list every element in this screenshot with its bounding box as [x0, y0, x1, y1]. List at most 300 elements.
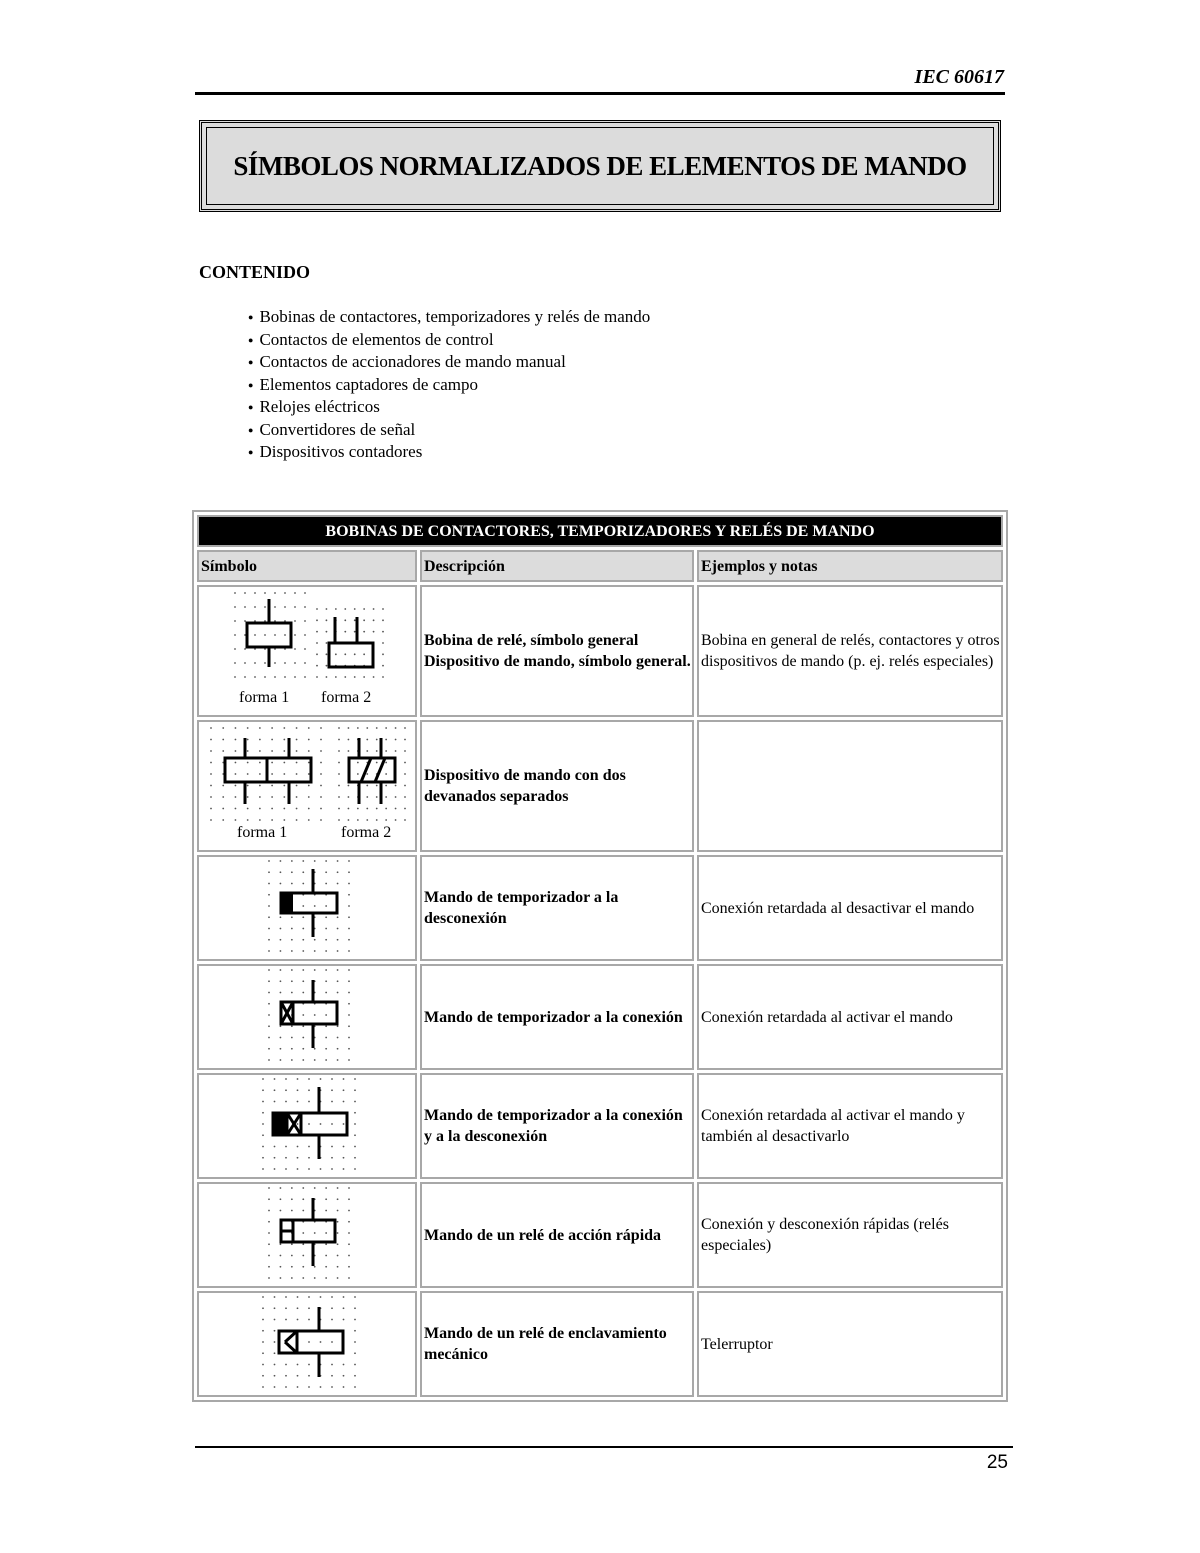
grid-dot [325, 950, 327, 952]
grid-dot [268, 1014, 270, 1016]
title-box [199, 120, 1001, 212]
grid-dot [268, 1198, 270, 1200]
grid-dot [385, 819, 387, 821]
grid-dot [308, 1375, 310, 1377]
grid-dot [274, 634, 276, 636]
grid-dot [302, 860, 304, 862]
grid-dot [308, 750, 310, 752]
grid-dot [354, 1307, 356, 1309]
grid-dot [291, 1025, 293, 1027]
grid-dot [385, 785, 387, 787]
grid-dot [297, 1319, 299, 1321]
grid-dot [354, 608, 356, 610]
grid-dot [302, 916, 304, 918]
grid-dot [285, 1319, 287, 1321]
grid-dot [304, 620, 306, 622]
grid-dot [302, 939, 304, 941]
grid-dot [376, 796, 378, 798]
grid-dot [338, 796, 340, 798]
grid-dot [285, 1146, 287, 1148]
grid-dot [302, 871, 304, 873]
grid-dot [385, 762, 387, 764]
grid-dot [382, 676, 384, 678]
table-row [197, 720, 1003, 852]
grid-dot [382, 608, 384, 610]
grid-dot [262, 1386, 264, 1388]
grid-dot [291, 1059, 293, 1061]
grid-dot [268, 1221, 270, 1223]
grid-dot [280, 939, 282, 941]
grid-dot [259, 796, 261, 798]
grid-dot [297, 1307, 299, 1309]
grid-dot [302, 1243, 304, 1245]
grid-dot [291, 928, 293, 930]
on-off-delay-timer-icon [199, 1075, 415, 1171]
grid-dot [357, 819, 359, 821]
grid-dot [376, 750, 378, 752]
grid-dot [210, 727, 212, 729]
grid-dot [302, 1048, 304, 1050]
grid-dot [354, 1386, 356, 1388]
grid-dot [285, 1375, 287, 1377]
grid-dot [343, 1375, 345, 1377]
grid-dot [348, 1255, 350, 1257]
grid-dot [268, 1277, 270, 1279]
list-item: ● Convertidores de señal [248, 419, 650, 442]
grid-dot [291, 871, 293, 873]
grid-dot [285, 1157, 287, 1159]
grid-dot [348, 785, 350, 787]
grid-dot [354, 1296, 356, 1298]
grid-dot [316, 676, 318, 678]
list-item: ● Dispositivos contadores [248, 441, 650, 464]
grid-dot [297, 1123, 299, 1125]
grid-dot [308, 1296, 310, 1298]
grid-dot [314, 1014, 316, 1016]
grid-dot [354, 1168, 356, 1170]
grid-dot [354, 1341, 356, 1343]
grid-dot [308, 739, 310, 741]
table-row [197, 1182, 1003, 1288]
grid-dot [354, 1123, 356, 1125]
grid-dot [344, 653, 346, 655]
grid-dot [274, 1386, 276, 1388]
grid-dot [235, 762, 237, 764]
grid-dot [338, 762, 340, 764]
grid-dot [314, 1232, 316, 1234]
grid-dot [259, 819, 261, 821]
grid-dot [264, 676, 266, 678]
grid-dot [348, 1243, 350, 1245]
grid-dot [331, 1078, 333, 1080]
grid-dot [348, 1198, 350, 1200]
grid-dot [348, 969, 350, 971]
grid-dot [280, 1266, 282, 1268]
grid-dot [244, 606, 246, 608]
grid-dot [234, 676, 236, 678]
grid-dot [382, 619, 384, 621]
grid-dot [271, 796, 273, 798]
grid-dot [244, 676, 246, 678]
grid-dot [308, 1319, 310, 1321]
grid-dot [280, 1277, 282, 1279]
grid-dot [268, 1243, 270, 1245]
grid-dot [291, 1198, 293, 1200]
grid-dot [314, 905, 316, 907]
grid-dot [316, 665, 318, 667]
grid-dot [316, 608, 318, 610]
grid-dot [268, 871, 270, 873]
grid-dot [291, 1187, 293, 1189]
grid-dot [314, 1187, 316, 1189]
grid-dot [325, 1243, 327, 1245]
grid-dot [320, 739, 322, 741]
grid-dot [274, 676, 276, 678]
grid-dot [338, 739, 340, 741]
grid-dot [373, 619, 375, 621]
grid-dot [304, 606, 306, 608]
grid-dot [404, 785, 406, 787]
grid-dot [348, 750, 350, 752]
grid-dot [325, 871, 327, 873]
notes-cell: Conexión retardada al activar el mando [697, 964, 1003, 1070]
grid-dot [274, 1352, 276, 1354]
grid-dot [337, 969, 339, 971]
grid-dot [354, 653, 356, 655]
grid-dot [285, 1296, 287, 1298]
grid-dot [343, 1364, 345, 1366]
grid-dot [222, 808, 224, 810]
grid-dot [348, 905, 350, 907]
grid-dot [337, 1232, 339, 1234]
grid-dot [331, 1168, 333, 1170]
grid-dot [343, 1307, 345, 1309]
grid-dot [274, 1330, 276, 1332]
grid-dot [296, 808, 298, 810]
grid-dot [294, 634, 296, 636]
grid-dot [268, 1059, 270, 1061]
grid-dot [247, 727, 249, 729]
grid-dot [268, 1187, 270, 1189]
grid-dot [210, 819, 212, 821]
grid-dot [280, 1255, 282, 1257]
grid-dot [348, 860, 350, 862]
contents-list [248, 306, 650, 464]
grid-dot [297, 1168, 299, 1170]
grid-dot [294, 620, 296, 622]
grid-dot [296, 785, 298, 787]
grid-dot [280, 860, 282, 862]
grid-dot [337, 1025, 339, 1027]
grid-dot [320, 1078, 322, 1080]
grid-dot [314, 1048, 316, 1050]
grid-dot [302, 1037, 304, 1039]
grid-dot [325, 969, 327, 971]
grid-dot [280, 950, 282, 952]
grid-dot [382, 653, 384, 655]
grid-dot [348, 1232, 350, 1234]
grid-dot [280, 969, 282, 971]
description-cell: Mando de temporizador a la conexión [420, 964, 694, 1070]
grid-dot [222, 819, 224, 821]
grid-dot [264, 662, 266, 664]
grid-dot [326, 676, 328, 678]
grid-dot [337, 871, 339, 873]
grid-dot [354, 1330, 356, 1332]
notes-cell: Conexión y desconexión rápidas (relés especiales) [697, 1182, 1003, 1288]
table-row [197, 964, 1003, 1070]
grid-dot [337, 992, 339, 994]
grid-dot [344, 619, 346, 621]
grid-dot [274, 1375, 276, 1377]
grid-dot [314, 939, 316, 941]
grid-dot [382, 665, 384, 667]
grid-dot [363, 653, 365, 655]
grid-dot [320, 750, 322, 752]
grid-dot [354, 1352, 356, 1354]
grid-dot [348, 796, 350, 798]
grid-dot [320, 1341, 322, 1343]
grid-dot [308, 785, 310, 787]
grid-dot [259, 762, 261, 764]
grid-dot [325, 992, 327, 994]
grid-dot [331, 1101, 333, 1103]
grid-dot [385, 739, 387, 741]
list-item: ● Elementos captadores de campo [248, 374, 650, 397]
grid-dot [320, 727, 322, 729]
grid-dot [314, 860, 316, 862]
grid-dot [366, 727, 368, 729]
grid-dot [344, 676, 346, 678]
grid-dot [235, 785, 237, 787]
grid-dot [325, 860, 327, 862]
grid-dot [348, 1221, 350, 1223]
notes-cell [697, 720, 1003, 852]
grid-dot [296, 762, 298, 764]
grid-dot [302, 1277, 304, 1279]
table-row [197, 1291, 1003, 1397]
grid-dot [308, 1168, 310, 1170]
grid-dot [308, 762, 310, 764]
grid-dot [314, 969, 316, 971]
grid-dot [376, 727, 378, 729]
description-cell: Mando de un relé de enclavamiento mecánico [420, 1291, 694, 1397]
grid-dot [348, 894, 350, 896]
grid-dot [331, 1364, 333, 1366]
grid-dot [363, 608, 365, 610]
grid-dot [344, 631, 346, 633]
header-rule [195, 92, 1005, 95]
grid-dot [316, 642, 318, 644]
standard-code: IEC 60617 [914, 66, 1004, 88]
grid-dot [326, 608, 328, 610]
grid-dot [404, 762, 406, 764]
grid-dot [348, 939, 350, 941]
grid-dot [235, 773, 237, 775]
grid-dot [296, 819, 298, 821]
grid-dot [325, 1025, 327, 1027]
grid-dot [308, 796, 310, 798]
grid-dot [274, 1364, 276, 1366]
grid-dot [283, 727, 285, 729]
relay-coil-symbol-icon [199, 587, 415, 709]
grid-dot [235, 739, 237, 741]
grid-dot [296, 796, 298, 798]
grid-dot [274, 1078, 276, 1080]
grid-dot [294, 648, 296, 650]
symbol-cell [197, 1182, 417, 1288]
grid-dot [404, 796, 406, 798]
grid-dot [285, 1364, 287, 1366]
grid-dot [302, 1187, 304, 1189]
grid-dot [343, 1296, 345, 1298]
grid-dot [395, 819, 397, 821]
grid-dot [268, 1048, 270, 1050]
grid-dot [291, 1037, 293, 1039]
grid-dot [271, 808, 273, 810]
grid-dot [325, 1255, 327, 1257]
grid-dot [325, 1187, 327, 1189]
grid-dot [354, 1089, 356, 1091]
grid-dot [348, 727, 350, 729]
grid-dot [331, 1123, 333, 1125]
grid-dot [285, 1386, 287, 1388]
grid-dot [308, 1341, 310, 1343]
grid-dot [222, 750, 224, 752]
grid-dot [325, 980, 327, 982]
grid-dot [302, 1014, 304, 1016]
grid-dot [247, 773, 249, 775]
grid-dot [291, 1210, 293, 1212]
grid-dot [320, 819, 322, 821]
grid-dot [291, 939, 293, 941]
grid-dot [271, 785, 273, 787]
grid-dot [376, 819, 378, 821]
grid-dot [357, 808, 359, 810]
grid-dot [366, 750, 368, 752]
caption-forma-1: forma 1 [237, 824, 288, 841]
grid-dot [210, 773, 212, 775]
grid-dot [262, 1134, 264, 1136]
grid-dot [376, 785, 378, 787]
grid-dot [326, 642, 328, 644]
grid-dot [354, 631, 356, 633]
grid-dot [348, 928, 350, 930]
grid-dot [268, 969, 270, 971]
grid-dot [325, 905, 327, 907]
grid-dot [291, 1048, 293, 1050]
grid-dot [320, 1386, 322, 1388]
grid-dot [262, 1089, 264, 1091]
grid-dot [304, 662, 306, 664]
grid-dot [337, 1198, 339, 1200]
notes-cell: Conexión retardada al activar el mando y también al desactivarlo [697, 1073, 1003, 1179]
grid-dot [268, 928, 270, 930]
grid-dot [234, 606, 236, 608]
grid-dot [320, 808, 322, 810]
grid-dot [280, 1198, 282, 1200]
column-header-symbol: Símbolo [197, 550, 417, 582]
grid-dot [262, 1146, 264, 1148]
grid-dot [302, 969, 304, 971]
symbol-cell [197, 720, 417, 852]
grid-dot [285, 1078, 287, 1080]
grid-dot [268, 980, 270, 982]
grid-dot [297, 1375, 299, 1377]
grid-dot [254, 592, 256, 594]
grid-dot [316, 619, 318, 621]
grid-dot [385, 773, 387, 775]
grid-dot [308, 1386, 310, 1388]
grid-dot [325, 1037, 327, 1039]
grid-dot [297, 1146, 299, 1148]
grid-dot [294, 662, 296, 664]
grid-dot [291, 1277, 293, 1279]
grid-dot [354, 1101, 356, 1103]
grid-dot [385, 750, 387, 752]
grid-dot [280, 1059, 282, 1061]
grid-dot [234, 592, 236, 594]
grid-dot [308, 727, 310, 729]
grid-dot [357, 762, 359, 764]
grid-dot [274, 1157, 276, 1159]
grid-dot [302, 950, 304, 952]
grid-dot [314, 950, 316, 952]
grid-dot [395, 750, 397, 752]
grid-dot [366, 796, 368, 798]
grid-dot [280, 916, 282, 918]
grid-dot [280, 883, 282, 885]
grid-dot [274, 1307, 276, 1309]
table-row [197, 855, 1003, 961]
grid-dot [320, 1168, 322, 1170]
grid-dot [343, 1319, 345, 1321]
grid-dot [373, 676, 375, 678]
grid-dot [302, 1255, 304, 1257]
grid-dot [363, 619, 365, 621]
grid-dot [284, 606, 286, 608]
grid-dot [308, 1364, 310, 1366]
grid-dot [234, 620, 236, 622]
grid-dot [291, 916, 293, 918]
grid-dot [262, 1078, 264, 1080]
caption-forma-2: forma 2 [341, 824, 392, 841]
grid-dot [326, 631, 328, 633]
grid-dot [354, 1157, 356, 1159]
grid-dot [331, 1341, 333, 1343]
grid-dot [291, 1266, 293, 1268]
grid-dot [291, 1255, 293, 1257]
notes-cell: Telerruptor [697, 1291, 1003, 1397]
grid-dot [320, 796, 322, 798]
grid-dot [325, 1232, 327, 1234]
grid-dot [363, 631, 365, 633]
grid-dot [337, 1187, 339, 1189]
grid-dot [283, 739, 285, 741]
grid-dot [376, 762, 378, 764]
grid-dot [366, 785, 368, 787]
grid-dot [331, 1157, 333, 1159]
grid-dot [222, 739, 224, 741]
grid-dot [337, 860, 339, 862]
table-title: BOBINAS DE CONTACTORES, TEMPORIZADORES Y RELÉS DE MANDO [197, 515, 1003, 547]
grid-dot [343, 1078, 345, 1080]
grid-dot [325, 928, 327, 930]
grid-dot [234, 648, 236, 650]
grid-dot [268, 992, 270, 994]
grid-dot [354, 1134, 356, 1136]
grid-dot [308, 1146, 310, 1148]
